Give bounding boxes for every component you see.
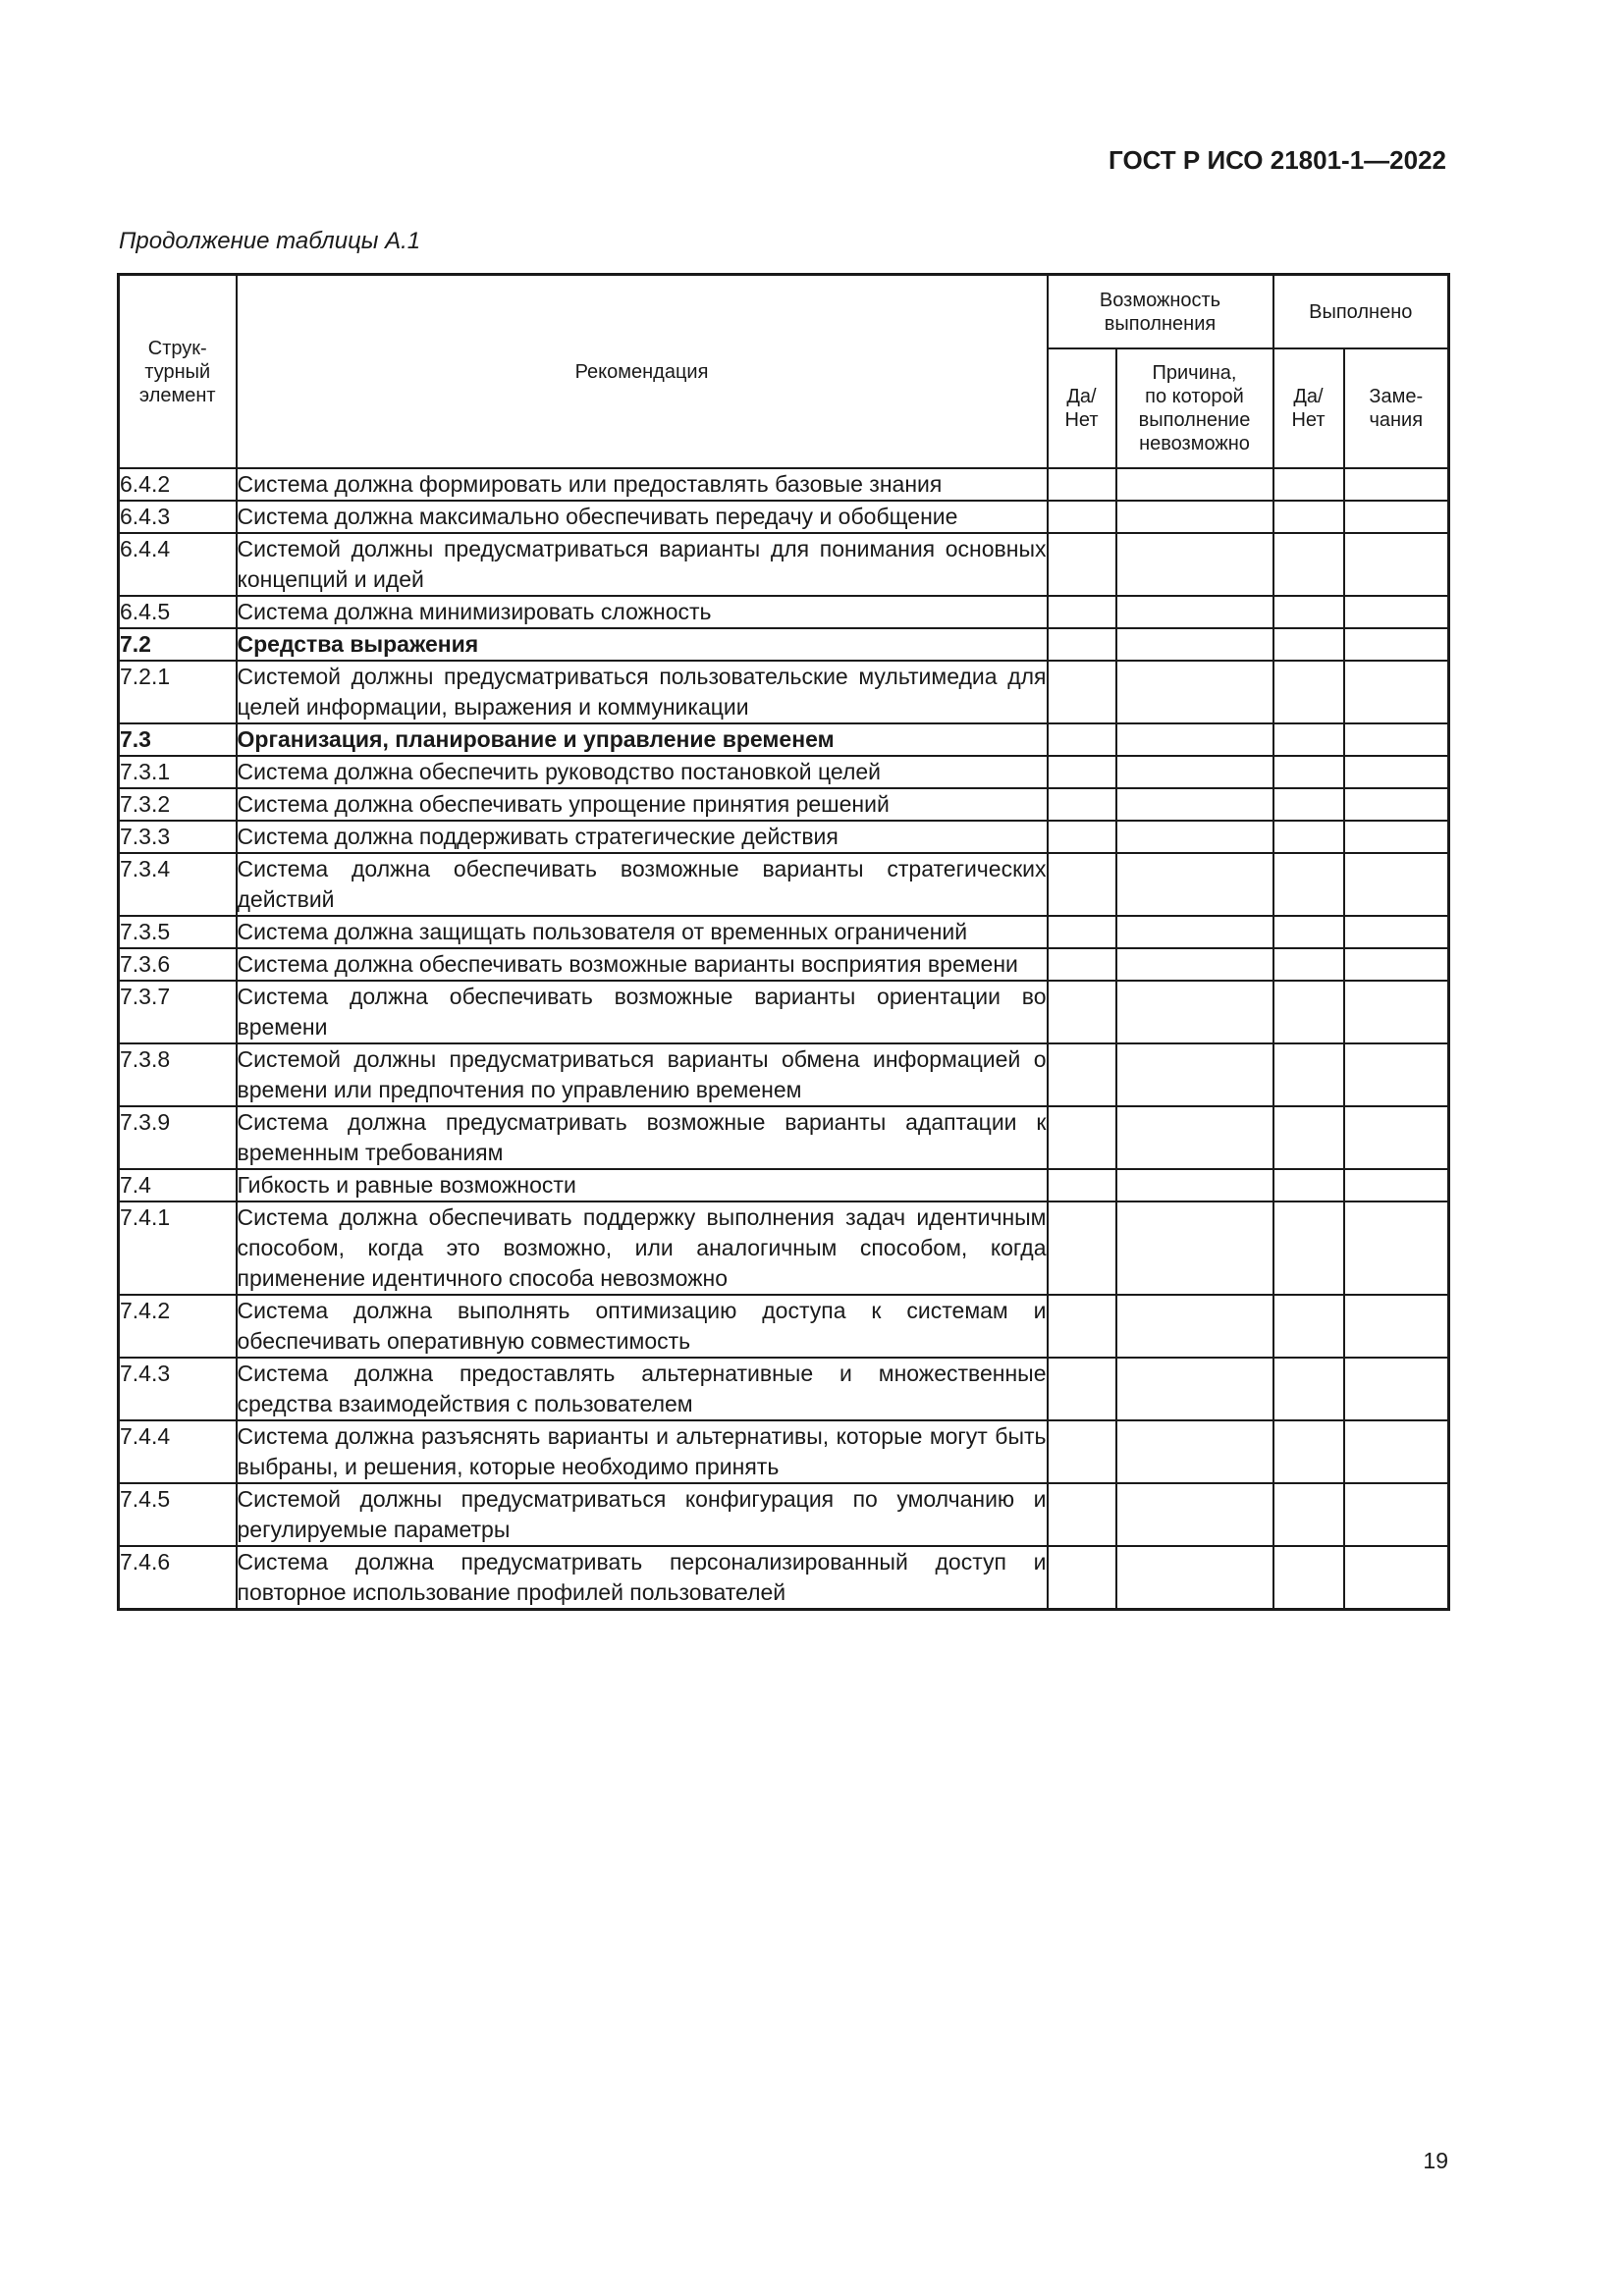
header-done	[1273, 275, 1449, 349]
remarks-cell[interactable]	[1344, 1106, 1449, 1169]
possibility-yes-no-cell[interactable]	[1048, 1295, 1116, 1358]
remarks-cell[interactable]	[1344, 596, 1449, 628]
table-row	[119, 756, 1449, 788]
structural-element-code: 6.4.2	[119, 468, 237, 501]
recommendation-text: Система должна защищать пользователя от временных ограничений	[237, 916, 1048, 948]
possibility-yes-no-cell[interactable]	[1048, 501, 1116, 533]
reason-cell[interactable]	[1116, 821, 1273, 853]
structural-element-code: 7.4.1	[119, 1201, 237, 1295]
recommendation-text: Система должна обеспечить руководство постановкой целей	[237, 756, 1048, 788]
page-number: 19	[1423, 2148, 1448, 2173]
possibility-yes-no-cell[interactable]	[1048, 628, 1116, 661]
reason-cell[interactable]	[1116, 1358, 1273, 1420]
remarks-cell[interactable]	[1344, 501, 1449, 533]
remarks-cell[interactable]	[1344, 1043, 1449, 1106]
table-row	[119, 533, 1449, 596]
table-row	[119, 981, 1449, 1043]
remarks-cell[interactable]	[1344, 533, 1449, 596]
recommendation-text: Система должна формировать или предоставлять базовые знания	[237, 468, 1048, 501]
recommendation-text: Системой должны предусматриваться варианты обмена информацией о времени или предпочтения по управлению временем	[237, 1043, 1048, 1106]
reason-cell[interactable]	[1116, 723, 1273, 756]
header-remarks	[1344, 348, 1449, 468]
done-yes-no-cell[interactable]	[1273, 756, 1344, 788]
remarks-cell[interactable]	[1344, 1483, 1449, 1546]
remarks-cell[interactable]	[1344, 1295, 1449, 1358]
possibility-yes-no-cell[interactable]	[1048, 533, 1116, 596]
done-yes-no-cell[interactable]	[1273, 1358, 1344, 1420]
done-yes-no-cell[interactable]	[1273, 628, 1344, 661]
recommendation-text: Система должна разъяснять варианты и альтернативы, которые могут быть выбраны, и решения, которые необходимо принять	[237, 1420, 1048, 1483]
structural-element-code: 7.3.2	[119, 788, 237, 821]
structural-element-code: 7.3	[119, 723, 237, 756]
possibility-yes-no-cell[interactable]	[1048, 788, 1116, 821]
remarks-cell[interactable]	[1344, 1420, 1449, 1483]
header-possibility-label: Возможность выполнения	[1099, 289, 1221, 335]
done-yes-no-cell[interactable]	[1273, 596, 1344, 628]
remarks-cell[interactable]	[1344, 981, 1449, 1043]
header-remarks-label: Заме- чания	[1369, 386, 1424, 431]
table-row	[119, 1201, 1449, 1295]
recommendation-text: Система должна поддерживать стратегические действия	[237, 821, 1048, 853]
done-yes-no-cell[interactable]	[1273, 788, 1344, 821]
reason-cell[interactable]	[1116, 1201, 1273, 1295]
table-row	[119, 916, 1449, 948]
structural-element-code: 6.4.5	[119, 596, 237, 628]
done-yes-no-cell[interactable]	[1273, 501, 1344, 533]
remarks-cell[interactable]	[1344, 1546, 1449, 1610]
table-row	[119, 501, 1449, 533]
header-structural-element-label: Струк- турный элемент	[138, 337, 216, 406]
table-row	[119, 948, 1449, 981]
done-yes-no-cell[interactable]	[1273, 1483, 1344, 1546]
remarks-cell[interactable]	[1344, 628, 1449, 661]
possibility-yes-no-cell[interactable]	[1048, 853, 1116, 916]
header-yes-no-done-label: Да/ Нет	[1291, 386, 1326, 431]
recommendation-text: Система должна обеспечивать возможные варианты восприятия времени	[237, 948, 1048, 981]
possibility-yes-no-cell[interactable]	[1048, 821, 1116, 853]
table-row	[119, 1358, 1449, 1420]
table-row	[119, 661, 1449, 723]
structural-element-code: 7.3.1	[119, 756, 237, 788]
table-row	[119, 1043, 1449, 1106]
reason-cell[interactable]	[1116, 1043, 1273, 1106]
remarks-cell[interactable]	[1344, 723, 1449, 756]
done-yes-no-cell[interactable]	[1273, 1420, 1344, 1483]
table-row	[119, 723, 1449, 756]
reason-cell[interactable]	[1116, 1546, 1273, 1610]
recommendation-text: Системой должны предусматриваться варианты для понимания основных концепций и идей	[237, 533, 1048, 596]
possibility-yes-no-cell[interactable]	[1048, 661, 1116, 723]
recommendation-text: Система должна предоставлять альтернативные и множественные средства взаимодействия с пользователем	[237, 1358, 1048, 1420]
recommendation-text: Средства выражения	[237, 628, 1048, 661]
table-row	[119, 1106, 1449, 1169]
recommendation-text: Система должна предусматривать персонализированный доступ и повторное использование профилей пользователей	[237, 1546, 1048, 1610]
done-yes-no-cell[interactable]	[1273, 1201, 1344, 1295]
done-yes-no-cell[interactable]	[1273, 981, 1344, 1043]
recommendation-text: Организация, планирование и управление временем	[237, 723, 1048, 756]
header-done-label: Выполнено	[1309, 300, 1413, 323]
table-row	[119, 468, 1449, 501]
reason-cell[interactable]	[1116, 661, 1273, 723]
recommendation-text: Система должна обеспечивать упрощение принятия решений	[237, 788, 1048, 821]
reason-cell[interactable]	[1116, 1420, 1273, 1483]
structural-element-code: 7.4.4	[119, 1420, 237, 1483]
remarks-cell[interactable]	[1344, 468, 1449, 501]
possibility-yes-no-cell[interactable]	[1048, 1546, 1116, 1610]
table-row	[119, 1420, 1449, 1483]
header-yes-no-possibility-label: Да/ Нет	[1064, 386, 1099, 431]
header-yes-no-done	[1273, 348, 1344, 468]
reason-cell[interactable]	[1116, 1169, 1273, 1201]
structural-element-code: 6.4.4	[119, 533, 237, 596]
reason-cell[interactable]	[1116, 501, 1273, 533]
done-yes-no-cell[interactable]	[1273, 1546, 1344, 1610]
header-yes-no-possibility	[1048, 348, 1116, 468]
table-row	[119, 821, 1449, 853]
done-yes-no-cell[interactable]	[1273, 1295, 1344, 1358]
structural-element-code: 7.2.1	[119, 661, 237, 723]
possibility-yes-no-cell[interactable]	[1048, 916, 1116, 948]
possibility-yes-no-cell[interactable]	[1048, 1169, 1116, 1201]
standard-code: ГОСТ Р ИСО 21801-1—2022	[1109, 145, 1446, 175]
done-yes-no-cell[interactable]	[1273, 1169, 1344, 1201]
header-reason-label: Причина, по которой выполнение невозможно	[1138, 362, 1251, 454]
table-body	[119, 468, 1449, 1610]
structural-element-code: 7.4.3	[119, 1358, 237, 1420]
table-row	[119, 1483, 1449, 1546]
recommendation-text: Система должна обеспечивать поддержку выполнения задач идентичным способом, когда это возможно, или аналогичным способом, когда применение идентичного способа невозможно	[237, 1201, 1048, 1295]
table-caption: Продолжение таблицы А.1	[119, 228, 421, 254]
reason-cell[interactable]	[1116, 981, 1273, 1043]
reason-cell[interactable]	[1116, 948, 1273, 981]
reason-cell[interactable]	[1116, 533, 1273, 596]
structural-element-code: 7.3.4	[119, 853, 237, 916]
possibility-yes-no-cell[interactable]	[1048, 1106, 1116, 1169]
header-recommendation-label: Рекомендация	[574, 360, 709, 383]
structural-element-code: 7.3.7	[119, 981, 237, 1043]
reason-cell[interactable]	[1116, 756, 1273, 788]
recommendation-text: Система должна максимально обеспечивать передачу и обобщение	[237, 501, 1048, 533]
structural-element-code: 7.4	[119, 1169, 237, 1201]
recommendation-text: Система должна предусматривать возможные варианты адаптации к временным требованиям	[237, 1106, 1048, 1169]
remarks-cell[interactable]	[1344, 948, 1449, 981]
recommendation-text: Система должна обеспечивать возможные варианты ориентации во времени	[237, 981, 1048, 1043]
structural-element-code: 6.4.3	[119, 501, 237, 533]
structural-element-code: 7.4.5	[119, 1483, 237, 1546]
possibility-yes-no-cell[interactable]	[1048, 1358, 1116, 1420]
structural-element-code: 7.4.2	[119, 1295, 237, 1358]
remarks-cell[interactable]	[1344, 756, 1449, 788]
reason-cell[interactable]	[1116, 1295, 1273, 1358]
checklist-table	[117, 273, 1450, 1611]
recommendation-text: Система должна выполнять оптимизацию доступа к системам и обеспечивать оперативную совместимость	[237, 1295, 1048, 1358]
reason-cell[interactable]	[1116, 788, 1273, 821]
recommendation-text: Гибкость и равные возможности	[237, 1169, 1048, 1201]
done-yes-no-cell[interactable]	[1273, 853, 1344, 916]
done-yes-no-cell[interactable]	[1273, 533, 1344, 596]
table-row	[119, 1169, 1449, 1201]
header-reason	[1116, 348, 1273, 468]
possibility-yes-no-cell[interactable]	[1048, 948, 1116, 981]
recommendation-text: Системой должны предусматриваться пользовательские мультимедиа для целей информации, выражения и коммуникации	[237, 661, 1048, 723]
header-structural-element	[119, 275, 237, 469]
reason-cell[interactable]	[1116, 916, 1273, 948]
header-recommendation	[237, 275, 1048, 469]
done-yes-no-cell[interactable]	[1273, 661, 1344, 723]
possibility-yes-no-cell[interactable]	[1048, 1043, 1116, 1106]
reason-cell[interactable]	[1116, 1483, 1273, 1546]
table-row	[119, 628, 1449, 661]
remarks-cell[interactable]	[1344, 853, 1449, 916]
possibility-yes-no-cell[interactable]	[1048, 1483, 1116, 1546]
possibility-yes-no-cell[interactable]	[1048, 1201, 1116, 1295]
remarks-cell[interactable]	[1344, 1358, 1449, 1420]
structural-element-code: 7.2	[119, 628, 237, 661]
possibility-yes-no-cell[interactable]	[1048, 596, 1116, 628]
recommendation-text: Система должна обеспечивать возможные варианты стратегических действий	[237, 853, 1048, 916]
done-yes-no-cell[interactable]	[1273, 468, 1344, 501]
reason-cell[interactable]	[1116, 596, 1273, 628]
possibility-yes-no-cell[interactable]	[1048, 1420, 1116, 1483]
table-row	[119, 1295, 1449, 1358]
recommendation-text: Системой должны предусматриваться конфигурация по умолчанию и регулируемые параметры	[237, 1483, 1048, 1546]
possibility-yes-no-cell[interactable]	[1048, 756, 1116, 788]
remarks-cell[interactable]	[1344, 821, 1449, 853]
structural-element-code: 7.3.3	[119, 821, 237, 853]
remarks-cell[interactable]	[1344, 788, 1449, 821]
structural-element-code: 7.3.6	[119, 948, 237, 981]
table-row	[119, 596, 1449, 628]
reason-cell[interactable]	[1116, 853, 1273, 916]
table-row	[119, 788, 1449, 821]
done-yes-no-cell[interactable]	[1273, 1106, 1344, 1169]
reason-cell[interactable]	[1116, 1106, 1273, 1169]
structural-element-code: 7.4.6	[119, 1546, 237, 1610]
structural-element-code: 7.3.8	[119, 1043, 237, 1106]
recommendation-text: Система должна минимизировать сложность	[237, 596, 1048, 628]
remarks-cell[interactable]	[1344, 661, 1449, 723]
header-possibility	[1048, 275, 1273, 349]
table-row	[119, 1546, 1449, 1610]
possibility-yes-no-cell[interactable]	[1048, 723, 1116, 756]
reason-cell[interactable]	[1116, 468, 1273, 501]
reason-cell[interactable]	[1116, 628, 1273, 661]
remarks-cell[interactable]	[1344, 916, 1449, 948]
table-header-row-1	[119, 275, 1449, 349]
structural-element-code: 7.3.5	[119, 916, 237, 948]
done-yes-no-cell[interactable]	[1273, 948, 1344, 981]
remarks-cell[interactable]	[1344, 1169, 1449, 1201]
possibility-yes-no-cell[interactable]	[1048, 468, 1116, 501]
done-yes-no-cell[interactable]	[1273, 916, 1344, 948]
done-yes-no-cell[interactable]	[1273, 723, 1344, 756]
possibility-yes-no-cell[interactable]	[1048, 981, 1116, 1043]
done-yes-no-cell[interactable]	[1273, 821, 1344, 853]
table-row	[119, 853, 1449, 916]
structural-element-code: 7.3.9	[119, 1106, 237, 1169]
remarks-cell[interactable]	[1344, 1201, 1449, 1295]
done-yes-no-cell[interactable]	[1273, 1043, 1344, 1106]
